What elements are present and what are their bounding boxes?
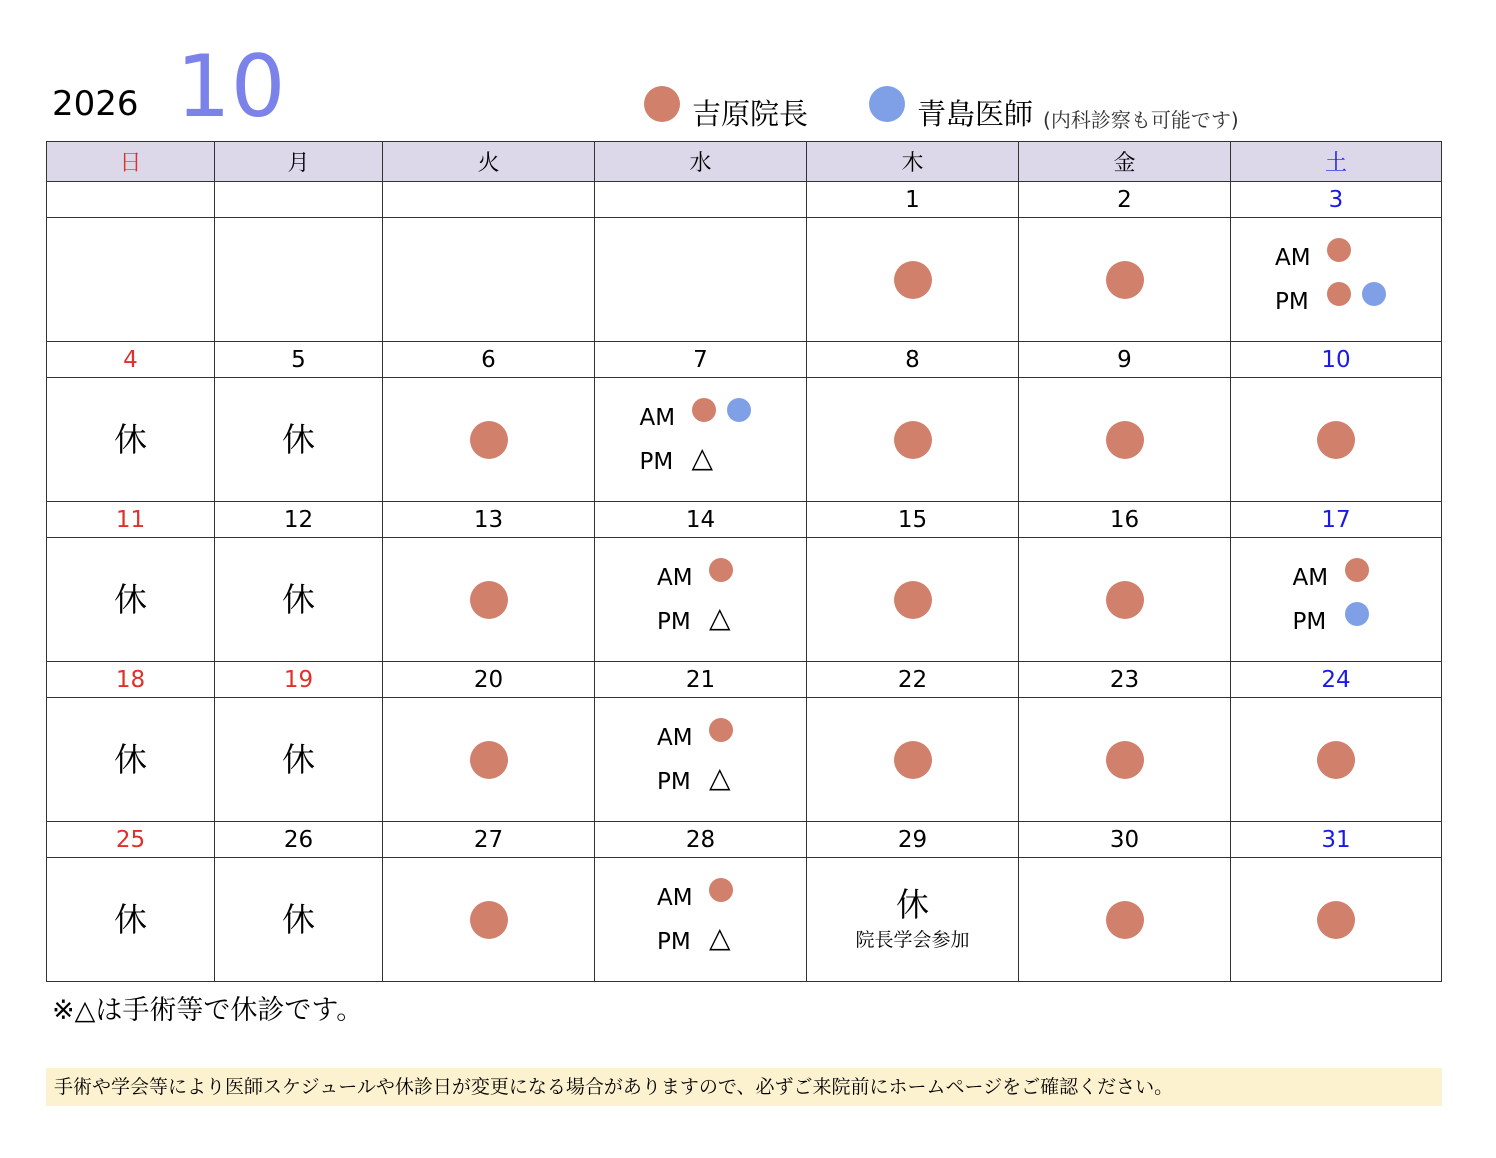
day-cell <box>807 218 1019 342</box>
director-dot-icon <box>470 741 508 779</box>
date-number: 23 <box>1019 662 1231 698</box>
legend-doctor-note: (内科診察も可能です) <box>1043 107 1239 132</box>
closed-mark <box>807 887 1018 952</box>
closed-label: 休 <box>282 419 315 459</box>
day-cell <box>47 698 215 822</box>
doctor-dot-icon <box>1362 282 1386 306</box>
am-pm-schedule <box>657 881 744 959</box>
director-dot-icon <box>894 741 932 779</box>
date-number: 29 <box>807 822 1019 858</box>
pm-label: PM <box>657 768 691 795</box>
closed-label: 休 <box>282 739 315 779</box>
date-number: 12 <box>215 502 383 538</box>
am-label: AM <box>1292 564 1329 591</box>
date-number: 2 <box>1019 182 1231 218</box>
date-number: 6 <box>383 342 595 378</box>
date-number: 5 <box>215 342 383 378</box>
date-number: 3 <box>1231 182 1442 218</box>
schedule-row <box>47 538 1442 662</box>
date-number: 15 <box>807 502 1019 538</box>
weekday-header: 火 <box>383 142 595 182</box>
am-label: AM <box>657 884 693 911</box>
legend-director-label: 吉原院長 <box>692 97 809 131</box>
schedule-notice: 手術や学会等により医師スケジュールや休診日が変更になる場合がありますので、必ずご来院前にホームページをご確認ください。 <box>46 1068 1442 1106</box>
day-cell <box>383 378 595 502</box>
day-cell <box>807 378 1019 502</box>
weekday-header-row <box>47 142 1442 182</box>
pm-row <box>657 760 731 799</box>
day-cell <box>383 538 595 662</box>
closed-label: 休 <box>114 899 147 939</box>
date-number: 4 <box>47 342 215 378</box>
pm-row <box>657 600 731 639</box>
weekday-header: 木 <box>807 142 1019 182</box>
director-dot-icon <box>1317 901 1355 939</box>
weekday-header: 土 <box>1231 142 1442 182</box>
date-number: 16 <box>1019 502 1231 538</box>
schedule-row <box>47 698 1442 822</box>
day-cell <box>807 538 1019 662</box>
day-cell <box>595 858 807 982</box>
date-number: 25 <box>47 822 215 858</box>
day-cell <box>1231 218 1442 342</box>
surgery-triangle-icon: △ <box>709 920 731 954</box>
am-label: AM <box>639 404 676 431</box>
day-cell <box>1231 698 1442 822</box>
schedule-row <box>47 218 1442 342</box>
day-cell <box>215 538 383 662</box>
closed-label: 休 <box>114 579 147 619</box>
date-number: 21 <box>595 662 807 698</box>
surgery-triangle-icon: △ <box>709 600 731 634</box>
date-number: 28 <box>595 822 807 858</box>
weekday-header: 月 <box>215 142 383 182</box>
doctor-dot-icon <box>1345 602 1369 626</box>
day-cell <box>807 858 1019 982</box>
day-cell <box>47 218 215 342</box>
day-cell <box>47 858 215 982</box>
director-dot-icon <box>1317 421 1355 459</box>
pm-label: PM <box>639 448 674 475</box>
director-dot-icon <box>1327 238 1351 262</box>
closed-label: 休 <box>282 579 315 619</box>
day-cell <box>383 698 595 822</box>
date-number <box>215 182 383 218</box>
am-row <box>657 721 744 755</box>
am-pm-schedule <box>657 721 744 799</box>
am-pm-schedule <box>640 401 762 479</box>
day-cell <box>383 858 595 982</box>
closed-mark <box>47 579 214 619</box>
am-pm-schedule <box>657 561 744 639</box>
am-row <box>657 561 744 595</box>
closed-label: 休 <box>282 899 315 939</box>
director-dot-icon <box>1106 741 1144 779</box>
date-number <box>383 182 595 218</box>
weekday-header: 水 <box>595 142 807 182</box>
date-number: 9 <box>1019 342 1231 378</box>
director-dot-icon <box>709 878 733 902</box>
day-cell <box>595 378 807 502</box>
date-number: 26 <box>215 822 383 858</box>
day-cell <box>1019 378 1231 502</box>
legend-doctor <box>869 84 1239 132</box>
year-label: 2026 <box>52 84 139 124</box>
am-label: AM <box>657 724 693 751</box>
date-number-row <box>47 662 1442 698</box>
pm-label: PM <box>657 608 691 635</box>
director-dot-icon <box>1106 901 1144 939</box>
date-number: 7 <box>595 342 807 378</box>
am-pm-schedule <box>1275 241 1397 319</box>
day-cell <box>215 218 383 342</box>
day-cell <box>215 378 383 502</box>
day-cell <box>1019 218 1231 342</box>
am-row <box>1275 241 1362 275</box>
am-label: AM <box>1275 244 1311 271</box>
closed-mark <box>215 739 382 779</box>
date-number: 14 <box>595 502 807 538</box>
director-dot-icon <box>894 261 932 299</box>
date-number: 22 <box>807 662 1019 698</box>
date-number: 18 <box>47 662 215 698</box>
closed-label: 休 <box>114 739 147 779</box>
footnote: ※△は手術等で休診です。 <box>52 995 364 1026</box>
day-cell <box>47 538 215 662</box>
am-label: AM <box>657 564 693 591</box>
pm-row <box>639 440 714 479</box>
closed-mark <box>215 899 382 939</box>
pm-row <box>1275 285 1397 319</box>
am-row <box>1293 561 1380 595</box>
weekday-header: 日 <box>47 142 215 182</box>
date-number: 30 <box>1019 822 1231 858</box>
day-cell <box>1231 378 1442 502</box>
closed-label: 休 <box>896 885 929 924</box>
day-cell <box>1231 858 1442 982</box>
director-dot-icon <box>470 581 508 619</box>
day-cell <box>807 698 1019 822</box>
doctor-dot-icon <box>727 398 751 422</box>
pm-label: PM <box>1292 608 1327 635</box>
date-number: 27 <box>383 822 595 858</box>
legend-director <box>644 84 809 131</box>
director-dot-icon <box>1317 741 1355 779</box>
pm-row <box>657 920 731 959</box>
date-number: 8 <box>807 342 1019 378</box>
pm-label: PM <box>657 928 691 955</box>
date-number: 24 <box>1231 662 1442 698</box>
director-dot-icon <box>894 581 932 619</box>
doctor-dot-icon <box>869 86 905 122</box>
director-dot-icon <box>644 86 680 122</box>
schedule-row <box>47 858 1442 982</box>
date-number: 17 <box>1231 502 1442 538</box>
director-dot-icon <box>470 901 508 939</box>
date-number: 11 <box>47 502 215 538</box>
closed-label: 休 <box>114 419 147 459</box>
date-number <box>595 182 807 218</box>
director-dot-icon <box>1106 261 1144 299</box>
pm-row <box>1293 605 1380 639</box>
schedule-row <box>47 378 1442 502</box>
date-number-row <box>47 502 1442 538</box>
date-number: 20 <box>383 662 595 698</box>
day-cell <box>215 858 383 982</box>
director-dot-icon <box>1106 581 1144 619</box>
date-number-row <box>47 182 1442 218</box>
day-cell <box>1019 858 1231 982</box>
director-dot-icon <box>1106 421 1144 459</box>
am-row <box>657 881 744 915</box>
director-dot-icon <box>470 421 508 459</box>
day-cell <box>595 538 807 662</box>
calendar-table <box>46 141 1442 982</box>
day-cell <box>47 378 215 502</box>
date-number: 31 <box>1231 822 1442 858</box>
day-cell <box>595 218 807 342</box>
date-number-row <box>47 342 1442 378</box>
date-number-row <box>47 822 1442 858</box>
weekday-header: 金 <box>1019 142 1231 182</box>
day-cell <box>1231 538 1442 662</box>
day-cell <box>1019 538 1231 662</box>
legend-doctor-label: 青島医師 <box>917 97 1034 131</box>
closed-mark <box>215 579 382 619</box>
day-cell <box>1019 698 1231 822</box>
closed-mark <box>47 899 214 939</box>
day-cell <box>383 218 595 342</box>
am-row <box>640 401 762 435</box>
am-pm-schedule <box>1293 561 1380 639</box>
director-dot-icon <box>1327 282 1351 306</box>
closed-note: 院長学会参加 <box>855 929 970 951</box>
closed-mark <box>47 739 214 779</box>
director-dot-icon <box>692 398 716 422</box>
day-cell <box>595 698 807 822</box>
closed-mark <box>215 419 382 459</box>
director-dot-icon <box>894 421 932 459</box>
director-dot-icon <box>1345 558 1369 582</box>
date-number: 13 <box>383 502 595 538</box>
closed-mark <box>47 419 214 459</box>
month-label: 10 <box>176 37 286 137</box>
director-dot-icon <box>709 718 733 742</box>
date-number <box>47 182 215 218</box>
date-number: 10 <box>1231 342 1442 378</box>
director-dot-icon <box>709 558 733 582</box>
surgery-triangle-icon: △ <box>709 760 731 794</box>
day-cell <box>215 698 383 822</box>
date-number: 19 <box>215 662 383 698</box>
date-number: 1 <box>807 182 1019 218</box>
surgery-triangle-icon: △ <box>691 440 714 474</box>
pm-label: PM <box>1275 288 1309 315</box>
